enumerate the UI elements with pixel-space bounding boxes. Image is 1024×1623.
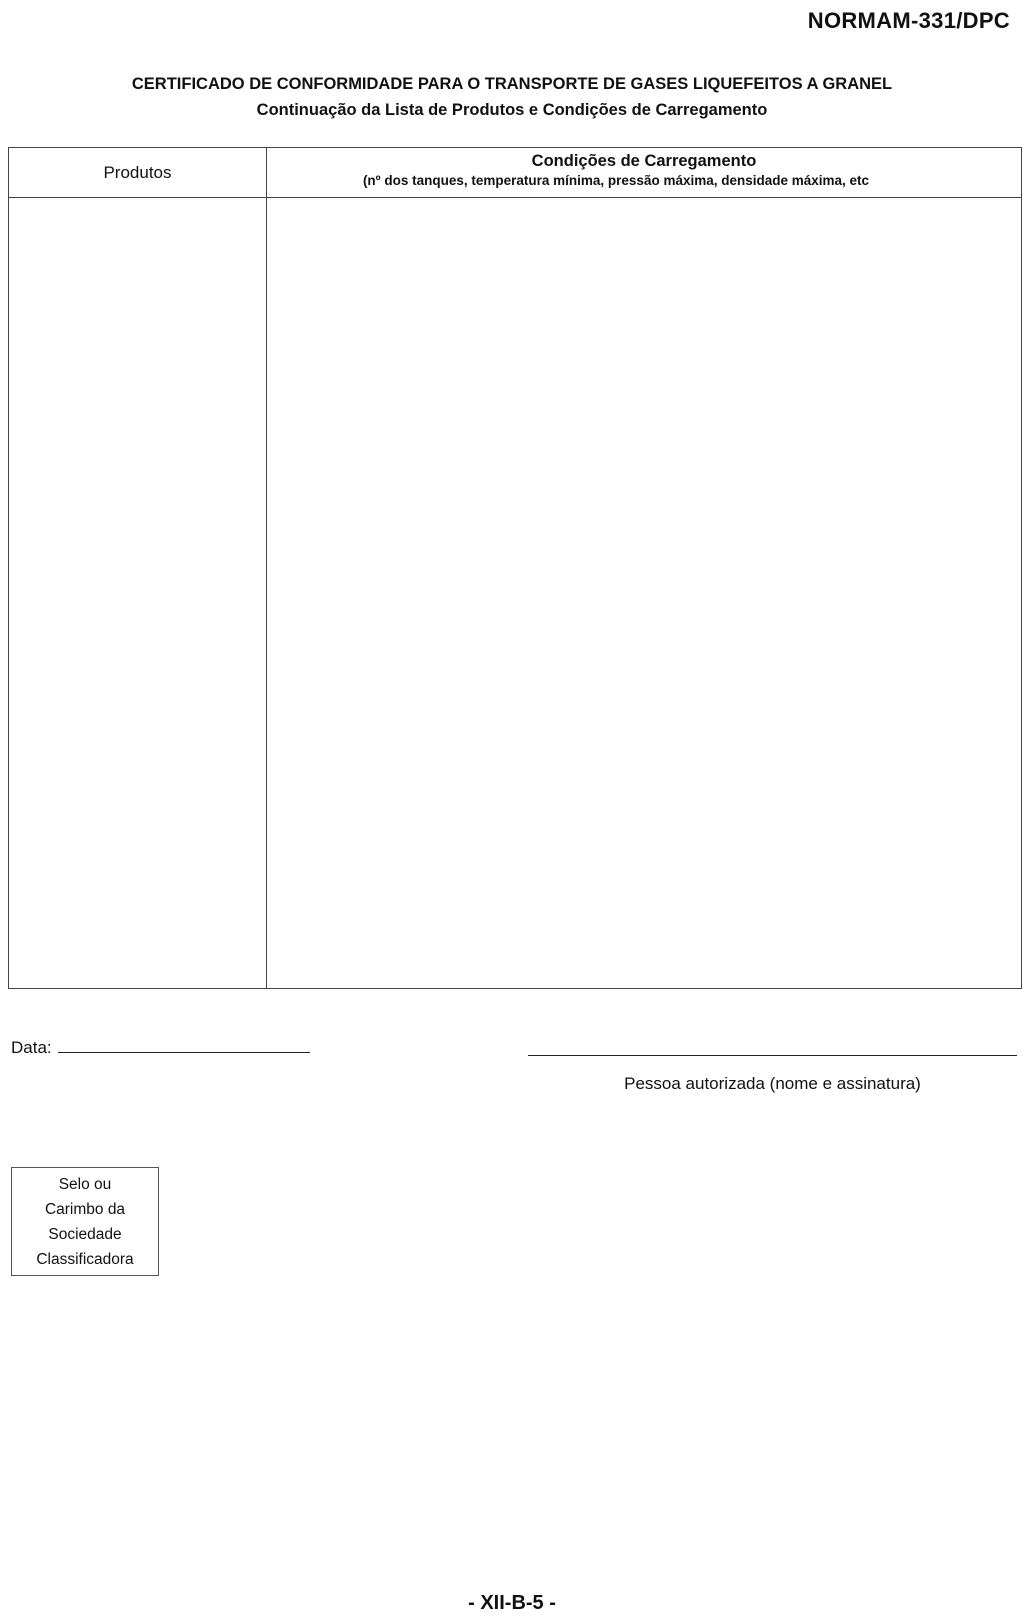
signature-label: Pessoa autorizada (nome e assinatura) bbox=[624, 1074, 921, 1093]
title-block bbox=[0, 71, 1024, 123]
certificate-subtitle: Continuação da Lista de Produtos e Condições de Carregamento bbox=[256, 101, 768, 119]
seal-text-line-3: Sociedade bbox=[48, 1225, 122, 1243]
seal-box bbox=[11, 1167, 159, 1276]
seal-text-line-4: Classificadora bbox=[36, 1250, 134, 1268]
conditions-header-title: Condições de Carregamento bbox=[531, 152, 757, 170]
seal-text-line-2: Carimbo da bbox=[44, 1200, 126, 1218]
seal-text-line-1: Selo ou bbox=[58, 1175, 112, 1193]
certificate-title: CERTIFICADO DE CONFORMIDADE PARA O TRANSPORTE DE GASES LIQUEFEITOS A GRANEL bbox=[131, 75, 893, 93]
products-header-label: Produtos bbox=[103, 162, 172, 182]
page-number: - XII-B-5 - bbox=[468, 1592, 556, 1614]
conditions-header-note: (nº dos tanques, temperatura mínima, pressão máxima, densidade máxima, etc bbox=[362, 173, 870, 188]
date-field bbox=[11, 1036, 310, 1058]
products-conditions-table bbox=[8, 147, 1022, 989]
date-label: Data: bbox=[11, 1038, 52, 1057]
date-input-line[interactable] bbox=[58, 1036, 310, 1053]
signature-input-line[interactable] bbox=[528, 1041, 1017, 1056]
conditions-entry-area[interactable] bbox=[267, 198, 1021, 988]
document-code: NORMAM-331/DPC bbox=[807, 8, 1010, 33]
products-entry-area[interactable] bbox=[9, 198, 266, 988]
conditions-column-header bbox=[267, 148, 1021, 197]
